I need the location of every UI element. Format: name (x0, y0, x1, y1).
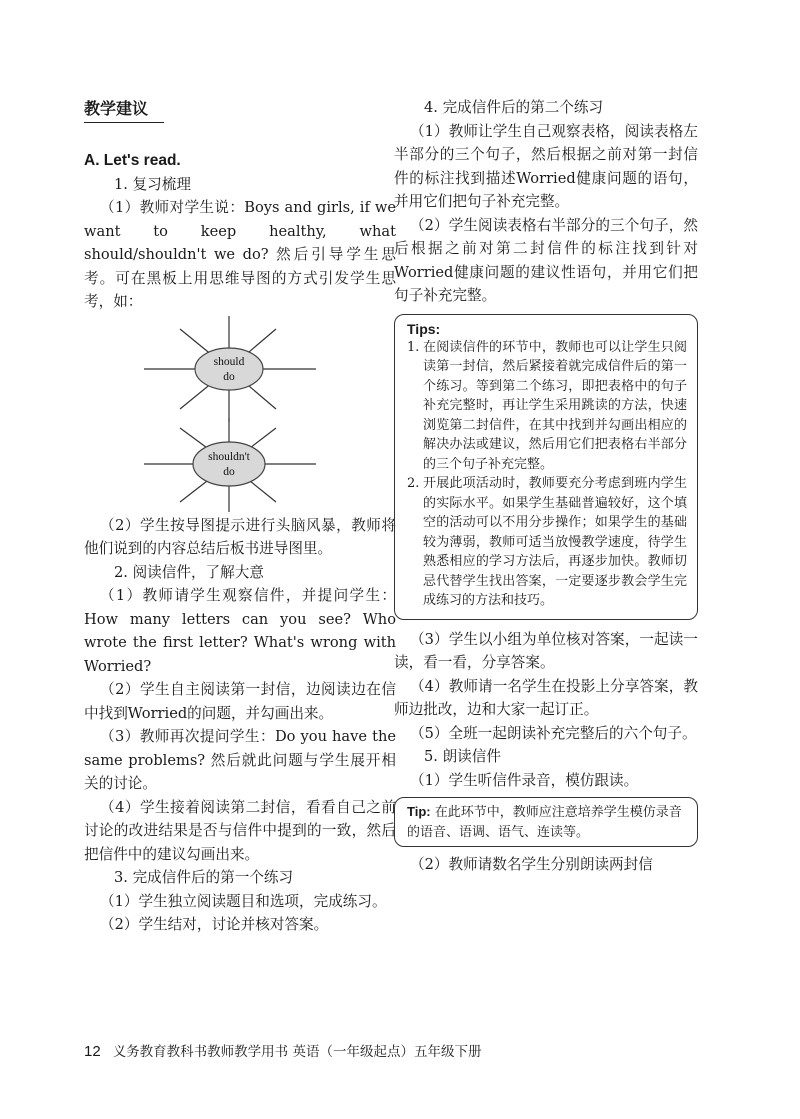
step4-para5: （5）全班一起朗读补充完整后的六个句子。 (410, 724, 697, 742)
mind-map-shouldnt (144, 418, 316, 512)
page-number: 12 (84, 1043, 101, 1060)
mind-map-should-line1: should (213, 355, 245, 368)
step5-para1: （1）学生听信件录音，模仿跟读。 (410, 771, 639, 789)
step2-para3: （3）教师再次提问学生：Do you have the same problems? 然后就此问题与学生展开相关的讨论。 (84, 728, 396, 792)
tips-title: Tips: (407, 320, 441, 337)
tip2-text: 在此环节中，教师应注意培养学生模仿录音的语音、语调、语气、连读等。 (407, 805, 682, 840)
right-column (394, 96, 698, 877)
step3-title: 3. 完成信件后的第一个练习 (114, 869, 294, 886)
step2-para2: （2）学生自主阅读第一封信，边阅读边在信中找到Worried的问题，并勾画出来。 (84, 681, 396, 722)
page-footer (84, 1040, 704, 1060)
book-title: 义务教育教科书教师教学用书 英语（一年级起点）五年级下册 (112, 1044, 482, 1060)
step1-para1: （1）教师对学生说：Boys and girls, if we want to keep healthy, what should/shouldn't we do? 然后引导学生思考。可在黑板上用思维导图的方式引发学生思考，如： (84, 199, 396, 310)
mind-maps (84, 314, 396, 514)
step4-title: 4. 完成信件后的第二个练习 (424, 99, 604, 116)
tip2-label: Tip: (407, 804, 431, 819)
mind-map-should-line2: do (223, 370, 235, 383)
tip-item: 1. 在阅读信件的环节中，教师也可以让学生只阅读第一封信，然后紧接着就完成信件后的第一个练习。等到第二个练习，即把表格中的句子补充完整时，再让学生采用跳读的方法，快速浏览第二封信件，在其中找到并勾画出相应的解决办法或建议，然后用它们把表格右半部分的三个句子补充完整。 (407, 339, 687, 472)
mind-map-should (144, 316, 316, 422)
step4-para3: （3）学生以小组为单位核对答案，一起读一读，看一看，分享答案。 (394, 630, 698, 671)
step3-para2: （2）学生结对，讨论并核对答案。 (100, 916, 329, 933)
step2-para4: （4）学生接着阅读第二封信，看看自己之前讨论的改进结果是否与信件中提到的一致，然后把信件中的建议勾画出来。 (84, 798, 396, 863)
step4-para4: （4）教师请一名学生在投影上分享答案，教师边批改，边和大家一起订正。 (394, 677, 698, 718)
step4-para2: （2）学生阅读表格右半部分的三个句子，然后根据之前对第二封信件的标注找到针对Worried健康问题的建议性语句，并用它们把句子补充完整。 (394, 216, 698, 304)
left-column (84, 96, 396, 937)
tips-box (394, 314, 698, 620)
step5-para2: （2）教师请数名学生分别朗读两封信 (410, 856, 653, 873)
mind-map-shouldnt-line1: shouldn't (208, 450, 250, 463)
step3-para1: （1）学生独立阅读题目和选项，完成练习。 (100, 892, 387, 910)
step2-title: 2. 阅读信件，了解大意 (114, 563, 264, 581)
tip-box-2 (394, 797, 698, 847)
section-heading: 教学建议 (84, 99, 149, 118)
step5-title: 5. 朗读信件 (424, 748, 501, 765)
tips-list (407, 338, 687, 611)
step1-para2: （2）学生按导图提示进行头脑风暴，教师将他们说到的内容总结后板书进导图里。 (84, 516, 396, 557)
step2-para1: （1）教师请学生观察信件，并提问学生：How many letters can you see? Who wrote the first letter? What's wrong with Worried? (84, 587, 396, 675)
section-a-title: A. Let's read. (84, 152, 181, 169)
tip-item: 2. 开展此项活动时，教师要充分考虑到班内学生的实际水平。如果学生基础普遍较好，这个填空的活动可以不用分步操作；如果学生的基础较为薄弱，教师可适当放慢教学速度，待学生熟悉相应的学习方法后，再逐步加快。教师切忌代替学生找出答案，一定要逐步教会学生完成练习的方法和技巧。 (407, 476, 687, 608)
step4-para1: （1）教师让学生自己观察表格，阅读表格左半部分的三个句子，然后根据之前对第一封信件的标注找到描述Worried健康问题的语句，并用它们把句子补充完整。 (394, 122, 698, 210)
mind-map-shouldnt-line2: do (223, 465, 235, 478)
step1-title: 1. 复习梳理 (114, 175, 191, 193)
